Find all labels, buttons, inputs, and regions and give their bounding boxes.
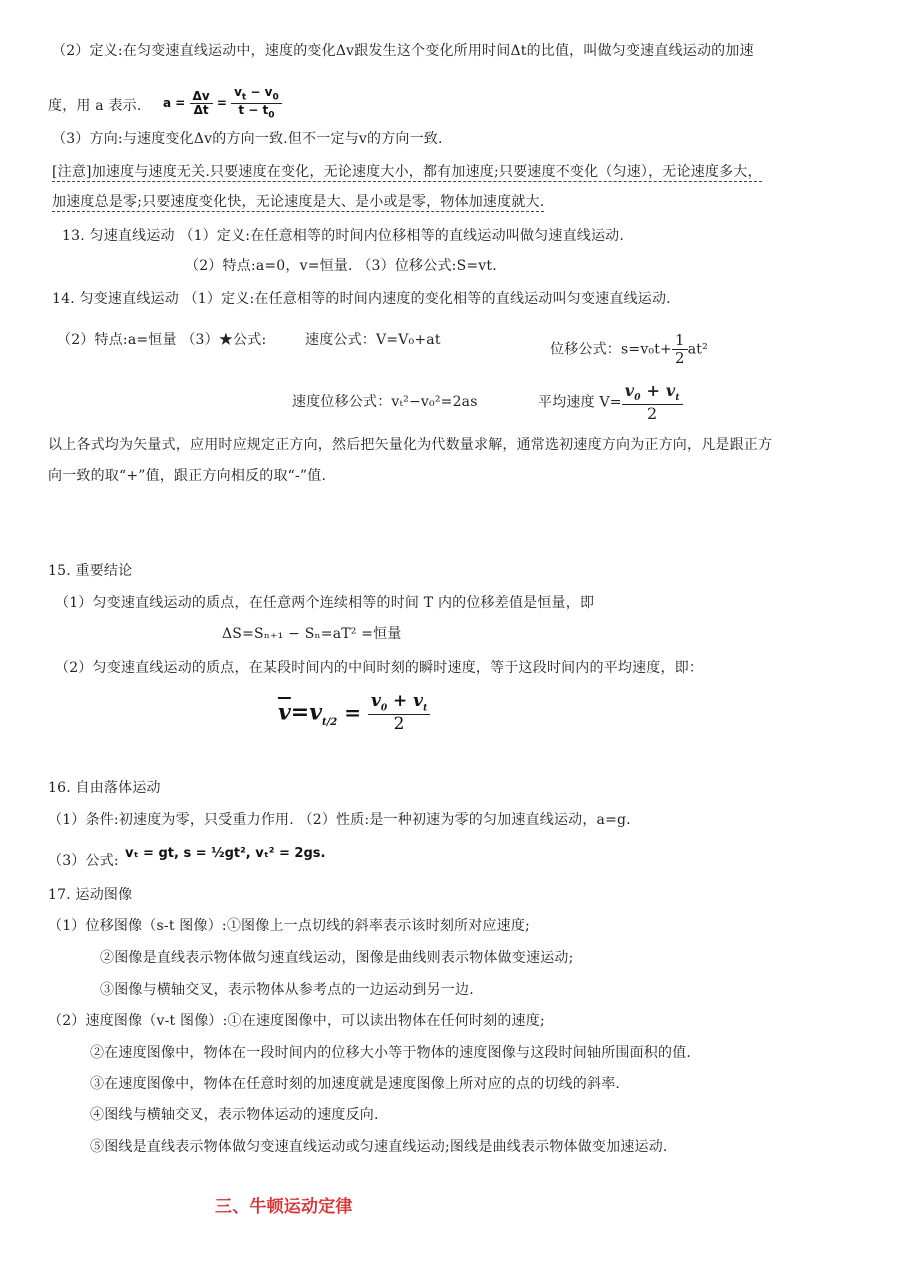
s14-vector-line2: 向一致的取“+”值，跟正方向相反的取“-”值.	[48, 468, 327, 484]
displacement-label: 位移公式：s=v₀t+	[550, 341, 672, 358]
s14-vector-line1: 以上各式均为矢量式，应用时应规定正方向，然后把矢量化为代数量求解，通常选初速度方向为正方向，凡是跟正方	[48, 437, 773, 453]
accel-direction: （3）方向:与速度变化Δv的方向一致.但不一定与v的方向一致.	[52, 131, 443, 147]
accel-definition-line1: （2）定义:在匀变速直线运动中，速度的变化Δv跟发生这个变化所用时间Δt的比值，叫做匀变速直线运动的加速	[52, 43, 754, 59]
s13-line1: 13. 匀速直线运动 （1）定义:在任意相等的时间内位移相等的直线运动叫做匀速直线运动.	[62, 228, 625, 244]
s17-vt-2: ②在速度图像中，物体在一段时间内的位移大小等于物体的速度图像与这段时间轴所围面积的值.	[90, 1045, 692, 1061]
s17-st-2: ②图像是直线表示物体做匀速直线运动，图像是曲线则表示物体做变速运动;	[100, 950, 574, 966]
s17-vt-5: ⑤图线是直线表示物体做匀变速直线运动或匀速直线运动;图线是曲线表示物体做变加速运动.	[90, 1139, 668, 1155]
s14-velocity-formula: 速度公式：V=V₀+at	[305, 332, 441, 348]
note-line2-text: 加速度总是零;只要速度变化快，无论速度是大、是小或是零，物体加速度就大.	[52, 194, 545, 210]
average-fraction: $\frac{v_0 + v_t}{2}$	[622, 382, 683, 423]
s17-st-1: （1）位移图像（s-t 图像）:①图像上一点切线的斜率表示该时刻所对应速度;	[48, 918, 530, 934]
s13-line2: （2）特点:a=0，v=恒量. （3）位移公式:S=vt.	[185, 258, 497, 274]
s14-line1: 14. 匀变速直线运动 （1）定义:在任意相等的时间内速度的变化相等的直线运动叫匀变速直线运动.	[52, 291, 671, 307]
average-label: 平均速度 V=	[538, 394, 622, 411]
s14-displacement-formula	[550, 332, 708, 367]
s16-line1: （1）条件:初速度为零，只受重力作用. （2）性质:是一种初速为零的匀加速直线运动，a=g.	[48, 812, 631, 828]
half-fraction: $\frac{1}{2}$	[672, 332, 688, 367]
displacement-tail: at²	[687, 341, 708, 358]
mid-time-velocity-formula: $\overline{v}=v_{t/2}$ = $\frac{v_0 + v_t}{2}$	[278, 692, 430, 735]
s17-vt-1: （2）速度图像（v-t 图像）:①在速度图像中，可以读出物体在任何时刻的速度;	[48, 1013, 545, 1029]
s17-vt-4: ④图线与横轴交叉，表示物体运动的速度反向.	[90, 1107, 379, 1123]
note-line2	[52, 194, 544, 211]
s14-velocity-displacement: 速度位移公式：vₜ²−v₀²=2as	[292, 394, 478, 410]
s14-features: （2）特点:a=恒量 （3）★公式:	[57, 332, 267, 348]
note-line1-text: [注意]加速度与速度无关.只要速度在变化，无论速度大小，都有加速度;只要速度不变化（匀速），无论速度多大，	[52, 164, 762, 180]
s15-item2: （2）匀变速直线运动的质点，在某段时间内的中间时刻的瞬时速度，等于这段时间内的平均速度，即：	[55, 660, 704, 676]
s16-formula-label: （3）公式:	[48, 853, 119, 869]
s14-average-velocity	[538, 382, 683, 423]
accel-definition-line2: 度，用 a 表示.	[48, 98, 142, 114]
section3-title: 三、牛顿运动定律	[215, 1197, 353, 1217]
s16-title: 16. 自由落体运动	[48, 780, 161, 796]
s17-title: 17. 运动图像	[48, 887, 133, 903]
s17-vt-3: ③在速度图像中，物体在任意时刻的加速度就是速度图像上所对应的点的切线的斜率.	[90, 1076, 621, 1092]
note-line1	[52, 164, 762, 181]
s15-item1-formula: ΔS=Sₙ₊₁ − Sₙ=aT² =恒量	[222, 626, 402, 642]
accel-formula-image: a = $\frac{\Delta v}{\Delta t}$ = $\frac{v_t - v_0}{t - t_0}$	[163, 86, 282, 121]
s16-formula-image: vₜ = gt, s = ½gt², vₜ² = 2gs.	[125, 846, 326, 861]
s15-item1: （1）匀变速直线运动的质点，在任意两个连续相等的时间 T 内的位移差值是恒量，即	[55, 595, 595, 611]
s15-title: 15. 重要结论	[48, 563, 133, 579]
s17-st-3: ③图像与横轴交叉，表示物体从参考点的一边运动到另一边.	[100, 982, 474, 998]
